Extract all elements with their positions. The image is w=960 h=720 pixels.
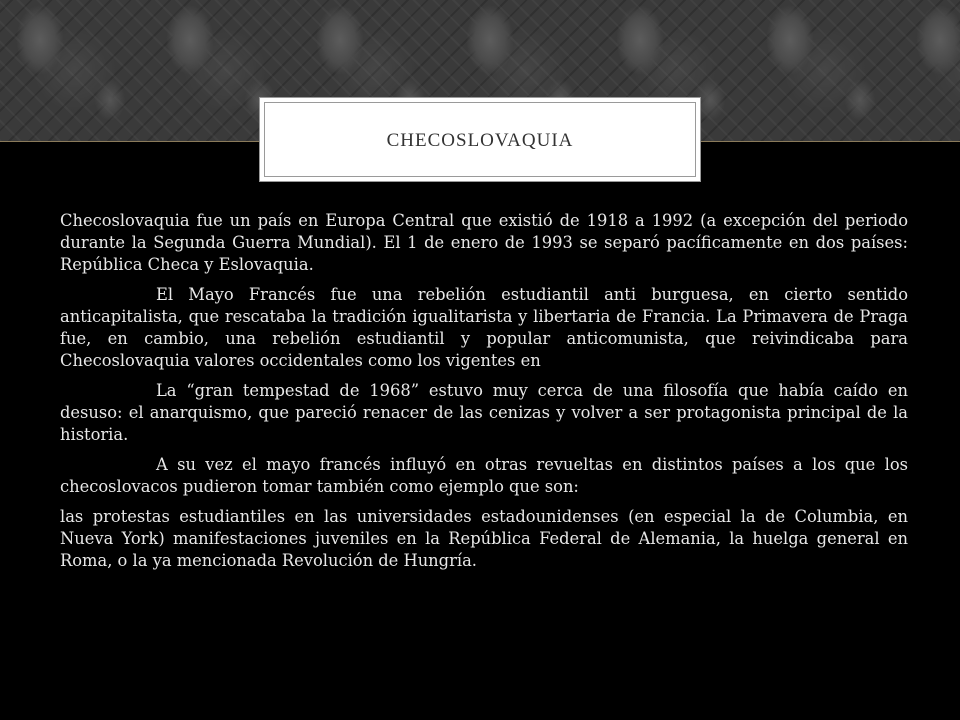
- slide-title: CHECOSLOVAQUIA: [386, 129, 574, 151]
- paragraph-protestas: las protestas estudiantiles en las universidades estadounidenses (en especial la de Columbia, en Nueva York) manifestaciones juveniles en la República Federal de Alemania, la huelga general en Roma, o la ya mencionada Revolución de Hungría.: [60, 507, 908, 570]
- paragraph-influencia: A su vez el mayo francés influyó en otras revueltas en distintos países a los que los checoslovacos pudieron tomar también como ejemplo que son:: [60, 455, 908, 496]
- paragraph-gran-tempestad: La “gran tempestad de 1968” estuvo muy cerca de una filosofía que había caído en desuso: el anarquismo, que pareció renacer de las cenizas y volver a ser protagonista principal de la historia.: [60, 381, 908, 444]
- paragraph-mayo-frances: El Mayo Francés fue una rebelión estudiantil anti burguesa, en cierto sentido anticapitalista, que rescataba la tradición igualitarista y libertaria de Francia. La Primavera de Praga fue, en cambio, una rebelión estudiantil y popular anticomunista, que reivindicaba para Checoslovaquia valores occidentales como los vigentes en: [60, 285, 908, 370]
- title-box: [259, 97, 701, 182]
- paragraph-intro: Checoslovaquia fue un país en Europa Central que existió de 1918 a 1992 (a excepción del periodo durante la Segunda Guerra Mundial). El 1 de enero de 1993 se separó pacíficamente en dos países: República Checa y Eslovaquia.: [60, 211, 908, 274]
- body-text: [60, 210, 908, 580]
- title-box-inner-border: [264, 102, 696, 177]
